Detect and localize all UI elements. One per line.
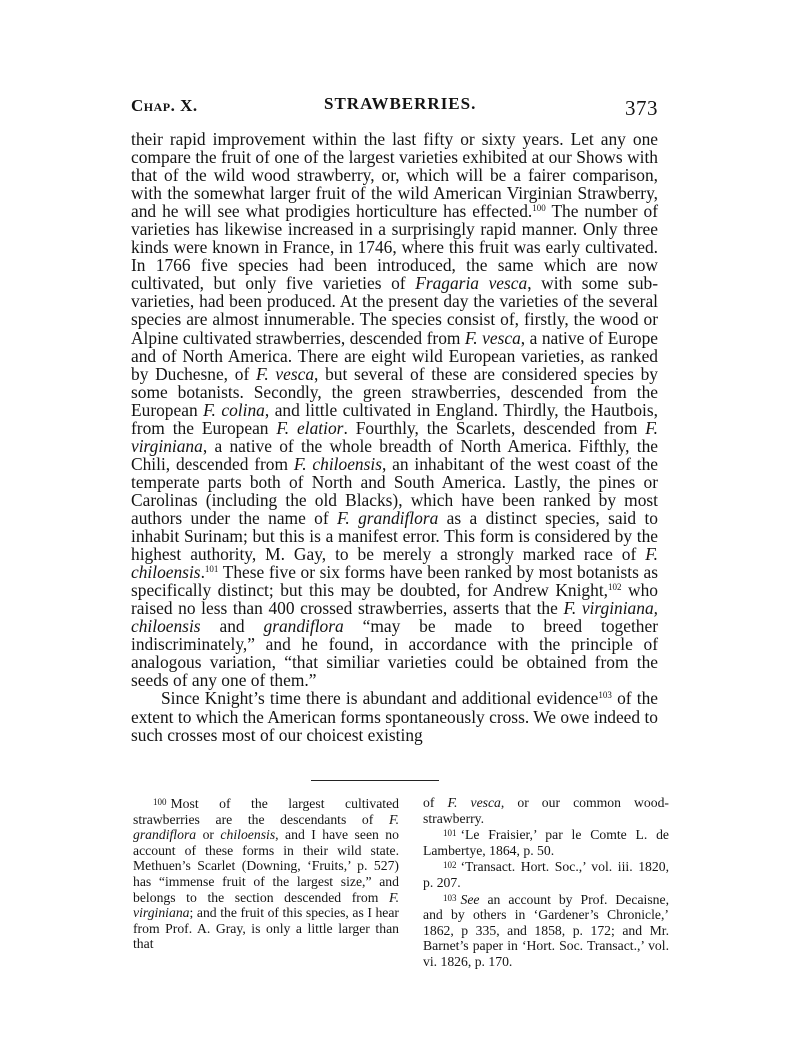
page-number: 373 — [625, 96, 658, 120]
footnotes-right-column — [423, 795, 669, 970]
footnote-101: $^{101}$ ‘Le Fraisier,’ par le Comte L. de Lambertye, 1864, p. 50. — [423, 827, 669, 858]
paragraph-1: their rapid improvement within the last fifty or sixty years. Let any one compare the fruit of one of the largest varieties exhibited at our Shows with that of the wild wood strawberry, or, which will be a fairer comparison, with the somewhat larger fruit of the wild American Virginian Strawberry, and he will see what prodigies horticulture has effected.$^{100}$ The number of varieties has likewise increased in a surprisingly rapid manner. Only three kinds were known in France, in 1746, where this fruit was early cultivated. In 1766 five species had been introduced, the same which are now cultivated, but only five varieties of Fragaria vesca, with some sub-varieties, had been produced. At the present day the varieties of the several species are almost innumerable. The species consist of, firstly, the wood or Alpine cultivated strawberries, descended from F. vesca, a native of Europe and of North America. There are eight wild European varieties, as ranked by Duchesne, of F. vesca, but several of these are considered species by some botanists. Secondly, the green strawberries, descended from the European F. colina, and little cultivated in England. Thirdly, the Hautbois, from the European F. elatior. Fourthly, the Scarlets, descended from F. virginiana, a native of the whole breadth of North America. Fifthly, the Chili, descended from F. chiloensis, an inhabitant of the west coast of the temperate parts both of North and South America. Lastly, the pines or Carolinas (including the old Blacks), which have been ranked by most authors under the name of F. grandiflora as a distinct species, said to inhabit Surinam; but this is a manifest error. This form is considered by the highest authority, M. Gay, to be merely a strongly marked race of F. chiloensis.$^{101}$ These five or six forms have been ranked by most botanists as specifically distinct; but this may be doubted, for Andrew Knight,$^{102}$ who raised no less than 400 crossed strawberries, asserts that the F. virginiana, chiloensis and grandiflora “may be made to breed together indiscriminately,” and he found, in accordance with the principle of analogous variation, “that similiar varieties could be obtained from the seeds of any one of them.” — [131, 129, 659, 691]
footnotes-left-column — [133, 795, 399, 952]
footnote-ref-101[interactable]: 101 — [204, 564, 219, 575]
footnote-103: $^{103}$ See an account by Prof. Decaisne, and by others in ‘Gardener’s Chronicle,’ 1862, p 335, and 1858, p. 172; and Mr. Barnet’s paper in ‘Hort. Soc. Transact.,’ vol. vi. 1826, p. 170. — [423, 891, 669, 969]
running-title: STRAWBERRIES. — [324, 94, 477, 113]
chapter-label: Chap. X. — [131, 96, 198, 115]
main-text — [131, 130, 658, 744]
paragraph-2: Since Knight’s time there is abundant and additional evidence$^{103}$ of the extent to which the American forms spontaneously cross. We owe indeed to such crosses most of our choicest existing — [131, 688, 658, 745]
footnote-ref-102[interactable]: 102 — [608, 582, 622, 593]
footnote-100: $^{100}$ Most of the largest cultivated strawberries are the descendants of F. grandiflora or chiloensis, and I have seen no account of these forms in their wild state. Methuen’s Scarlet (Downing, ‘Fruits,’ p. 527) has “immense fruit of the largest size,” and belongs to the section descended from F. virginiana; and the fruit of this species, as I hear from Prof. A. Gray, is only a little larger than that — [133, 796, 399, 952]
footnote-ref-103[interactable]: 103 — [598, 690, 612, 701]
footnote-100-continued: of F. vesca, or our common wood-strawberry. — [423, 795, 669, 826]
footnote-divider — [311, 780, 439, 781]
running-header — [131, 92, 658, 118]
footnote-ref-100[interactable]: 100 — [532, 203, 546, 214]
footnote-102: $^{102}$ ‘Transact. Hort. Soc.,’ vol. iii. 1820, p. 207. — [423, 859, 669, 890]
